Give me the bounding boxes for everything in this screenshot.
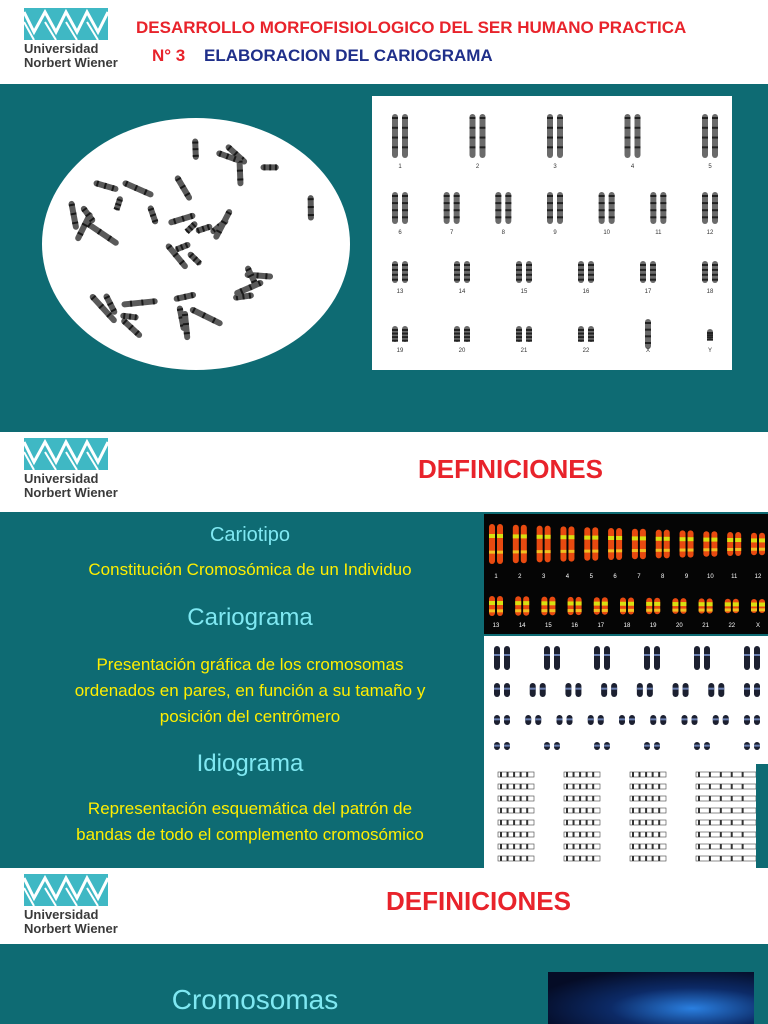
banded-chromosome-pair xyxy=(544,646,560,670)
karyotype-number: 18 xyxy=(706,289,714,295)
idiogram-entry xyxy=(696,844,756,849)
karyotype-number: 2 xyxy=(475,164,480,170)
color-karyotype-number: 1 xyxy=(494,574,498,580)
idiogram-entry xyxy=(696,856,756,861)
karyotype-number: 9 xyxy=(553,230,557,236)
karyotype-number: 7 xyxy=(449,230,454,236)
idiogram-entry xyxy=(498,832,534,837)
metaphase-spread-image xyxy=(42,118,350,370)
karyotype-pair xyxy=(599,192,615,236)
banded-chromosome-pair xyxy=(637,683,653,697)
karyotype-number: 1 xyxy=(398,164,402,170)
banded-chromosome-pair xyxy=(544,742,560,750)
idiogram-entry xyxy=(630,844,666,849)
banded-karyotype-drawing xyxy=(484,636,768,764)
university-name xyxy=(24,42,118,70)
color-karyotype-number: 3 xyxy=(541,574,546,580)
karyotype-pair xyxy=(640,261,656,295)
karyotype-number: 12 xyxy=(706,230,714,236)
slide-1 xyxy=(0,0,768,432)
karyotype-number: 10 xyxy=(603,230,611,236)
karyotype-pair xyxy=(547,192,563,236)
idiogram-entry xyxy=(630,784,666,789)
university-logo xyxy=(24,8,136,72)
banded-chromosome-pair xyxy=(694,742,710,750)
logo-mark-icon xyxy=(24,438,108,470)
color-karyotype-number: 9 xyxy=(684,574,689,580)
color-karyotype-number: 15 xyxy=(545,623,552,629)
banded-chromosome-pair xyxy=(494,646,510,670)
color-karyotype-pair xyxy=(584,527,598,580)
term-cariograma-line2: ordenados en pares, en función a su tamaño y xyxy=(74,681,426,700)
banded-chromosome-pair xyxy=(682,715,698,725)
university-name-line2: Norbert Wiener xyxy=(24,921,118,936)
karyotype-number: 13 xyxy=(396,289,404,295)
karyotype-pair xyxy=(516,261,532,295)
idiogram-entry xyxy=(498,844,534,849)
banded-chromosome-pair xyxy=(565,683,581,697)
spread-chromosome xyxy=(68,200,79,230)
color-karyotype-pair xyxy=(727,532,741,580)
color-karyotype-number: 8 xyxy=(661,574,665,580)
color-karyotype-pair xyxy=(703,531,717,580)
banded-chromosome-pair xyxy=(525,715,541,725)
term-cariograma-text xyxy=(6,652,494,730)
idiogram-entry xyxy=(696,772,756,777)
karyotype-pair xyxy=(392,114,408,170)
karyotype-number: 11 xyxy=(655,230,662,236)
karyotype-pair xyxy=(392,326,408,354)
spread-chromosome xyxy=(121,298,158,308)
university-name-line1: Universidad xyxy=(24,471,99,486)
karyotype-number: 21 xyxy=(520,348,528,354)
banded-chromosome-pair xyxy=(557,715,573,725)
term-idiograma-text xyxy=(6,796,494,848)
banded-chromosome-pair xyxy=(694,646,710,670)
color-karyotype-number: 5 xyxy=(589,574,593,580)
banded-chromosome-pair xyxy=(594,646,610,670)
idiogram-entry xyxy=(498,796,534,801)
slide-3-header xyxy=(0,868,768,944)
banded-chromosome-pair xyxy=(494,715,510,725)
color-karyotype-number: 17 xyxy=(597,623,605,629)
color-karyotype-number: 20 xyxy=(676,623,683,629)
karyotype-number: 8 xyxy=(501,230,506,236)
idiogram-entry xyxy=(564,808,600,813)
term-cromosomas-heading: Cromosomas xyxy=(171,984,339,1015)
karyotype-pair xyxy=(454,261,470,295)
color-karyotype-drawing xyxy=(484,514,768,634)
university-name-line2: Norbert Wiener xyxy=(24,55,118,70)
spread-chromosome xyxy=(212,208,233,241)
karyotype-pair xyxy=(702,261,718,295)
karyotype-pair xyxy=(625,114,641,170)
banded-chromosome-pair xyxy=(708,683,724,697)
university-logo xyxy=(24,874,136,938)
idiogram-entry xyxy=(564,784,600,789)
logo-mark-icon xyxy=(24,8,108,40)
university-logo xyxy=(24,438,136,502)
slide-2-header xyxy=(0,432,768,512)
chromosome-micrograph-image xyxy=(548,972,754,1024)
color-karyotype-pair xyxy=(515,596,529,629)
color-karyotype-number: 6 xyxy=(613,574,617,580)
banded-chromosome-pair xyxy=(713,715,729,725)
banded-chromosome-pair xyxy=(650,715,666,725)
spread-chromosome xyxy=(174,241,191,253)
course-title: DESARROLLO MORFOFISIOLOGICO DEL SER HUMANO PRACTICA xyxy=(136,18,687,37)
slide-1-header xyxy=(0,0,768,84)
university-name xyxy=(24,472,118,500)
color-karyotype-image xyxy=(484,514,768,634)
idiogram-entry xyxy=(630,856,666,861)
color-karyotype-number: 7 xyxy=(637,574,641,580)
university-name-line1: Universidad xyxy=(24,907,99,922)
color-karyotype-pair xyxy=(656,530,670,580)
university-name-line2: Norbert Wiener xyxy=(24,485,118,500)
karyotype-number: 6 xyxy=(398,230,402,236)
idiogram-entry xyxy=(498,784,534,789)
banded-karyotype-image xyxy=(484,636,768,764)
banded-chromosome-pair xyxy=(744,683,760,697)
karyotype-pair xyxy=(495,192,511,236)
idiogram-entry xyxy=(498,820,534,825)
logo-mark-icon xyxy=(24,874,108,906)
banded-chromosome-pair xyxy=(744,715,760,725)
idiogram-entry xyxy=(630,808,666,813)
banded-chromosome-pair xyxy=(588,715,604,725)
color-karyotype-number: 4 xyxy=(565,574,570,580)
idiogram-entry xyxy=(696,832,756,837)
color-karyotype-pair xyxy=(608,528,622,580)
term-cariograma-line1: Presentación gráfica de los cromosomas xyxy=(96,655,404,674)
university-name xyxy=(24,908,118,936)
idiogram-entry xyxy=(498,772,534,777)
color-karyotype-number: 21 xyxy=(702,623,709,629)
karyotype-image xyxy=(372,96,732,370)
karyotype-number: Y xyxy=(707,348,713,354)
karyotype-pair xyxy=(444,192,460,236)
idiogram-entry xyxy=(564,856,600,861)
karyotype-pair xyxy=(578,326,594,354)
idiogram-entry xyxy=(630,820,666,825)
idiogram-entry xyxy=(564,844,600,849)
color-karyotype-pair xyxy=(751,533,765,580)
idiogram-entry xyxy=(696,820,756,825)
karyotype-pair xyxy=(516,326,532,354)
color-karyotype-pair xyxy=(646,598,660,629)
karyotype-number: 5 xyxy=(708,164,712,170)
practice-number: N° 3 xyxy=(152,46,186,65)
karyotype-pair xyxy=(454,326,470,354)
idiogram-entry xyxy=(696,796,756,801)
color-karyotype-pair xyxy=(699,598,713,629)
color-karyotype-pair xyxy=(751,599,765,629)
idiogram-entry xyxy=(498,808,534,813)
spread-chromosome xyxy=(189,306,224,327)
color-karyotype-pair xyxy=(594,597,608,629)
color-karyotype-pair xyxy=(725,599,739,629)
term-cariograma-line3: posición del centrómero xyxy=(159,707,341,726)
karyotype-number: 17 xyxy=(644,289,652,295)
spread-chromosome xyxy=(186,251,202,267)
karyotype-number: 16 xyxy=(582,289,590,295)
color-karyotype-pair xyxy=(537,526,551,580)
idiogram-entry xyxy=(564,820,600,825)
karyotype-pair xyxy=(650,192,666,236)
spread-chromosome xyxy=(84,220,120,247)
spread-chromosome xyxy=(174,174,194,201)
idiogram-entry xyxy=(498,856,534,861)
color-karyotype-number: 13 xyxy=(492,623,500,629)
idiogram-drawing xyxy=(484,764,756,868)
slide-2-title: DEFINICIONES xyxy=(418,454,603,484)
color-karyotype-pair xyxy=(489,524,503,580)
idiogram-entry xyxy=(630,796,666,801)
karyotype-number: 20 xyxy=(458,348,466,354)
color-karyotype-number: 14 xyxy=(518,623,526,629)
chromosome-spread-drawing xyxy=(42,118,350,370)
color-karyotype-number: 10 xyxy=(707,574,714,580)
color-karyotype-number: 2 xyxy=(518,574,522,580)
spread-chromosome xyxy=(147,205,159,225)
karyotype-number: 4 xyxy=(630,164,635,170)
karyotype-number: 15 xyxy=(520,289,528,295)
term-idiograma-heading: Idiograma xyxy=(196,750,304,777)
karyotype-pair xyxy=(547,114,563,170)
karyotype-number: 14 xyxy=(458,289,466,295)
idiogram-entry xyxy=(630,772,666,777)
spread-chromosome xyxy=(192,138,199,159)
color-karyotype-pair xyxy=(513,525,527,580)
karyotype-number: 19 xyxy=(396,348,404,354)
banded-chromosome-pair xyxy=(494,683,510,697)
color-karyotype-pair xyxy=(632,529,646,580)
karyotype-pair xyxy=(470,114,486,170)
color-karyotype-number: 22 xyxy=(728,623,736,629)
spread-chromosome xyxy=(195,223,213,234)
practice-title xyxy=(152,46,493,66)
practice-subject: ELABORACION DEL CARIOGRAMA xyxy=(204,46,493,65)
term-idiograma-line1: Representación esquemática del patrón de xyxy=(87,799,413,818)
idiogram-entry xyxy=(564,832,600,837)
color-karyotype-pair xyxy=(489,596,503,629)
color-karyotype-pair xyxy=(560,526,574,580)
spread-chromosome xyxy=(113,195,123,211)
term-cariograma-heading: Cariograma xyxy=(187,604,313,631)
karyotype-pair xyxy=(578,261,594,295)
banded-chromosome-pair xyxy=(530,683,546,697)
karyotype-pair xyxy=(702,114,718,170)
color-karyotype-number: 19 xyxy=(649,623,657,629)
karyotype-number: 3 xyxy=(553,164,557,170)
banded-chromosome-pair xyxy=(494,742,510,750)
idiogram-entry xyxy=(564,772,600,777)
idiogram-entry xyxy=(696,784,756,789)
karyotype-pair xyxy=(645,319,651,354)
karyotype-pair xyxy=(392,261,408,295)
banded-chromosome-pair xyxy=(601,683,617,697)
karyotype-number: X xyxy=(645,348,651,354)
color-karyotype-number: 18 xyxy=(623,623,631,629)
color-karyotype-pair xyxy=(568,597,582,629)
term-cariotipo-heading: Cariotipo xyxy=(209,524,291,546)
karyotype-pair xyxy=(392,192,408,236)
color-karyotype-pair xyxy=(620,598,634,630)
karyotype-pair xyxy=(707,329,713,354)
banded-chromosome-pair xyxy=(594,742,610,750)
karyotype-drawing xyxy=(372,96,732,370)
spread-chromosome xyxy=(120,317,143,339)
spread-chromosome xyxy=(93,180,119,193)
banded-chromosome-pair xyxy=(744,742,760,750)
spread-chromosome xyxy=(260,164,278,170)
color-karyotype-number: X xyxy=(755,623,761,629)
idiogram-entry xyxy=(564,796,600,801)
idiogram-entry xyxy=(630,832,666,837)
term-idiograma-line2: bandas de todo el complemento cromosómico xyxy=(76,825,424,844)
term-cariotipo-text: Constitución Cromosómica de un Individuo xyxy=(88,560,412,579)
karyotype-pair xyxy=(702,192,718,236)
color-karyotype-pair xyxy=(541,597,555,629)
spread-chromosome xyxy=(173,291,197,302)
university-name-line1: Universidad xyxy=(24,41,99,56)
banded-chromosome-pair xyxy=(644,646,660,670)
banded-chromosome-pair xyxy=(644,742,660,750)
banded-chromosome-pair xyxy=(744,646,760,670)
color-karyotype-number: 16 xyxy=(571,623,578,629)
banded-chromosome-pair xyxy=(673,683,689,697)
color-karyotype-number: 12 xyxy=(754,574,762,580)
idiogram-entry xyxy=(696,808,756,813)
spread-chromosome xyxy=(308,195,314,220)
color-karyotype-number: 11 xyxy=(731,574,738,580)
karyotype-number: 22 xyxy=(582,348,590,354)
spread-chromosome xyxy=(122,179,155,198)
color-karyotype-pair xyxy=(680,530,694,580)
banded-chromosome-pair xyxy=(619,715,635,725)
slide-3-title: DEFINICIONES xyxy=(386,886,571,916)
idiogram-image xyxy=(484,764,756,868)
color-karyotype-pair xyxy=(672,598,686,629)
